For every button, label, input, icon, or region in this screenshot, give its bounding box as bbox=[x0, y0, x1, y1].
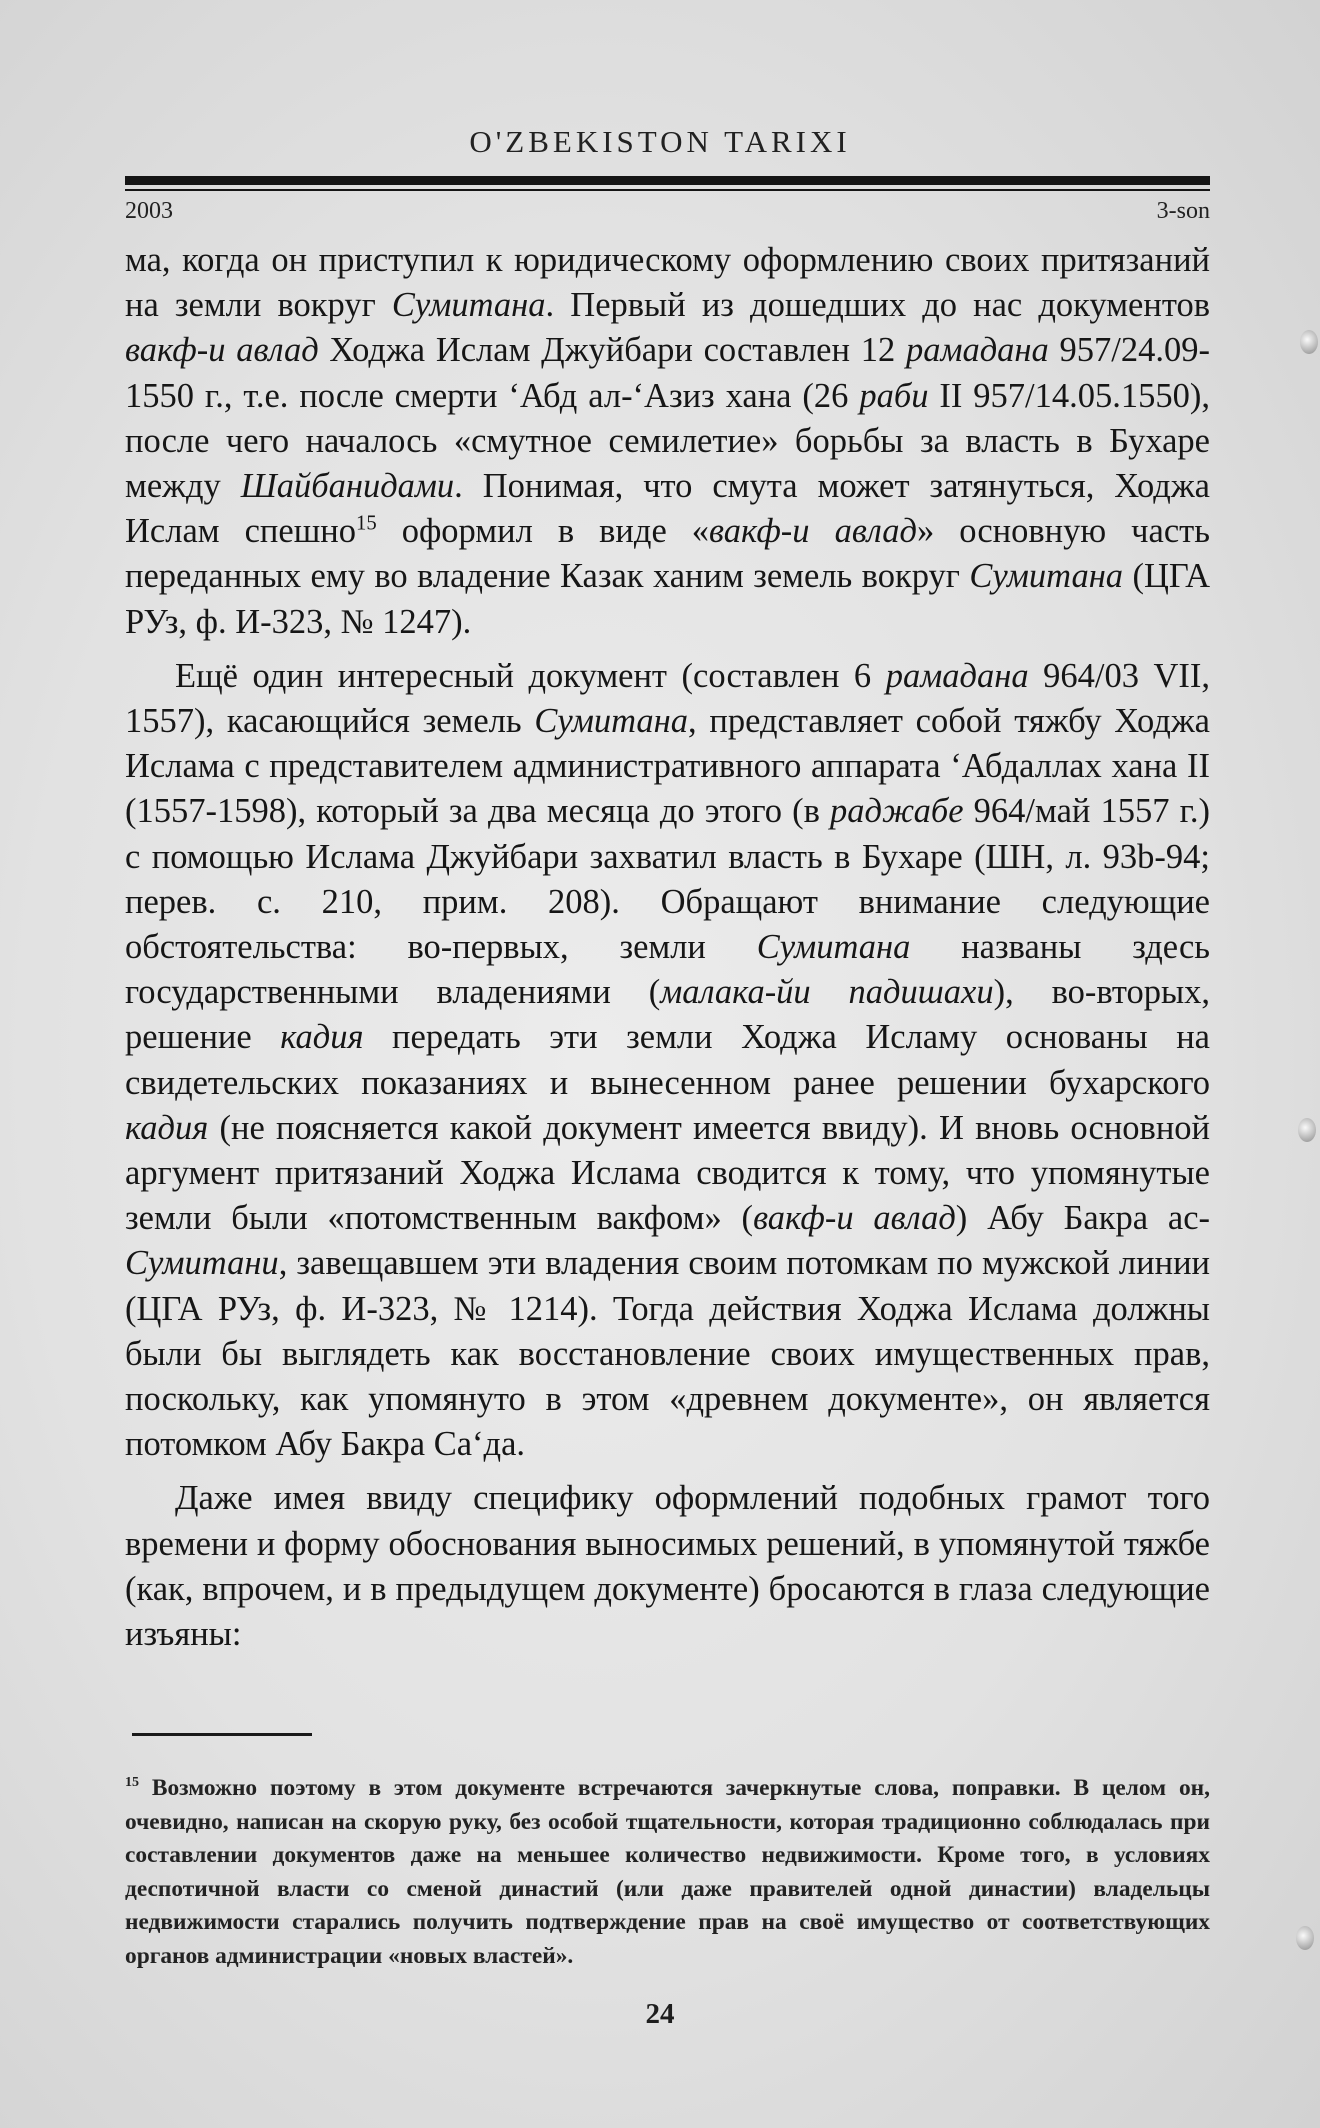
text-run: Ходжа Ислам Джуйбари составлен 12 bbox=[318, 331, 906, 370]
italic-term: вакф-и авлад bbox=[753, 1199, 956, 1238]
text-run: 964/май 1557 г.) с помощью Ислама Джуйбари захватил власть в Бухаре (ШН, л. 93b-94; перев. с. 210, прим. 208). Обращают внимание следующие обстоятельства: во-первых, земли bbox=[125, 792, 1210, 967]
italic-term: вакф-и авлад bbox=[709, 512, 917, 551]
page-number: 24 bbox=[645, 1998, 675, 2030]
text-run: » основную часть переданных ему во владение Казак ханим земель вокруг bbox=[125, 512, 1210, 596]
italic-term: Сумитана bbox=[756, 928, 911, 967]
italic-term: кадия bbox=[280, 1018, 364, 1057]
footnote-15 bbox=[125, 1772, 1210, 1973]
journal-title: O'ZBEKISTON TARIXI bbox=[469, 124, 851, 159]
text-run: , завещавшем эти владения своим потомкам по мужской линии (ЦГА РУз, ф. И-323, № 1214). Тогда действия Ходжа Ислама должны были бы выглядеть как восстановление своих имущественных прав, поскольку, как упомянуто в этом «древнем документе», он является потомком Абу Бакра Са‘да. bbox=[125, 1244, 1210, 1464]
header-rule-thin bbox=[125, 189, 1210, 191]
italic-term: кадия bbox=[125, 1108, 209, 1147]
text-run: 964/03 VII, 1557), касающийся земель bbox=[125, 656, 1211, 741]
paragraph-1 bbox=[125, 238, 1210, 645]
text-run: (не поясняется какой документ имеется ввиду). И вновь основной аргумент притязаний Ходжа Ислама сводится к тому, что упомянутые земли были «потомственным вакфом» ( bbox=[125, 1108, 1210, 1238]
italic-term: раби bbox=[859, 376, 929, 415]
text-run: названы здесь государственными владениями ( bbox=[125, 928, 1210, 1012]
text-run: (ЦГА РУз, ф. И-323, № 1247). bbox=[125, 557, 1210, 641]
text-run: . Первый из дошедших до нас документов bbox=[545, 286, 1210, 325]
article-body bbox=[125, 238, 1210, 1657]
text-run: ма, когда он приступил к юридическому оформлению своих притязаний на земли вокруг bbox=[125, 241, 1210, 325]
italic-term: рамадана bbox=[905, 331, 1049, 370]
header-rule-thick bbox=[125, 176, 1210, 185]
italic-term: Сумитани bbox=[125, 1244, 279, 1283]
italic-term: рамадана bbox=[885, 656, 1029, 695]
issue-year: 2003 bbox=[125, 198, 173, 224]
text-run: ), во-вторых, решение bbox=[125, 973, 1211, 1057]
text-run: Даже имея ввиду специфику оформлений подобных грамот того времени и форму обоснования выносимых решений, в упомянутой тяжбе (как, впрочем, и в предыдущем документе) бросаются в глаза следующие изъяны: bbox=[125, 1479, 1210, 1654]
italic-term: вакф-и авлад bbox=[125, 331, 319, 370]
italic-term: малака-йи падишахи bbox=[660, 973, 994, 1012]
text-run: . Понимая, что смута может затянуться, Ходжа Ислам спешно bbox=[125, 467, 1210, 551]
binding-hole bbox=[1300, 330, 1318, 354]
text-run: II 957/14.05.1550), после чего началось «смутное семилетие» борьбы за власть в Бухаре между bbox=[125, 376, 1210, 506]
footnote bbox=[125, 1772, 1210, 1973]
italic-term: Шайбанидами bbox=[240, 467, 455, 506]
italic-term: Сумитана bbox=[391, 286, 546, 325]
paragraph-3 bbox=[125, 1476, 1210, 1657]
text-run: ) Абу Бакра ас- bbox=[955, 1199, 1211, 1238]
text-run: передать эти земли Ходжа Исламу основаны на свидетельских показаниях и вынесенном ранее решении бухарского bbox=[125, 1018, 1210, 1102]
text-run: , представляет собой тяжбу Ходжа Ислама с представителем административного аппарата ‘Абдаллах хана II (1557-1598), который за два месяца до этого (в bbox=[125, 702, 1210, 831]
italic-term: Сумитана bbox=[969, 557, 1124, 596]
issue-number: 3-son bbox=[1156, 198, 1210, 224]
paragraph-2 bbox=[125, 654, 1210, 1468]
footnote-marker: 15 bbox=[125, 1774, 140, 1791]
italic-term: раджабе bbox=[830, 792, 964, 831]
text-run: Ещё один интересный документ (составлен 6 bbox=[175, 656, 886, 695]
text-run: оформил в виде « bbox=[376, 512, 710, 551]
header-meta bbox=[125, 198, 1210, 225]
footnote-divider bbox=[132, 1733, 312, 1736]
text-run: 957/24.09-1550 г., т.е. после смерти ‘Абд ал-‘Азиз хана (26 bbox=[125, 331, 1210, 415]
footnote-ref: 15 bbox=[355, 512, 377, 535]
binding-hole bbox=[1298, 1118, 1316, 1142]
binding-hole bbox=[1296, 1926, 1314, 1950]
italic-term: Сумитана bbox=[534, 702, 689, 741]
footnote-text: Возможно поэтому в этом документе встречаются зачеркнутые слова, поправки. В целом он, очевидно, написан на скорую руку, без особой тщательности, которая традиционно соблюдалась при составлении документов даже на меньшее количество недвижимости. Кроме того, в условиях деспотичной власти со сменой династий (или даже правителей одной династии) владельцы недвижимости старались получить подтверждение прав на своё имущество от соответствующих органов администрации «новых властей». bbox=[125, 1775, 1210, 1969]
